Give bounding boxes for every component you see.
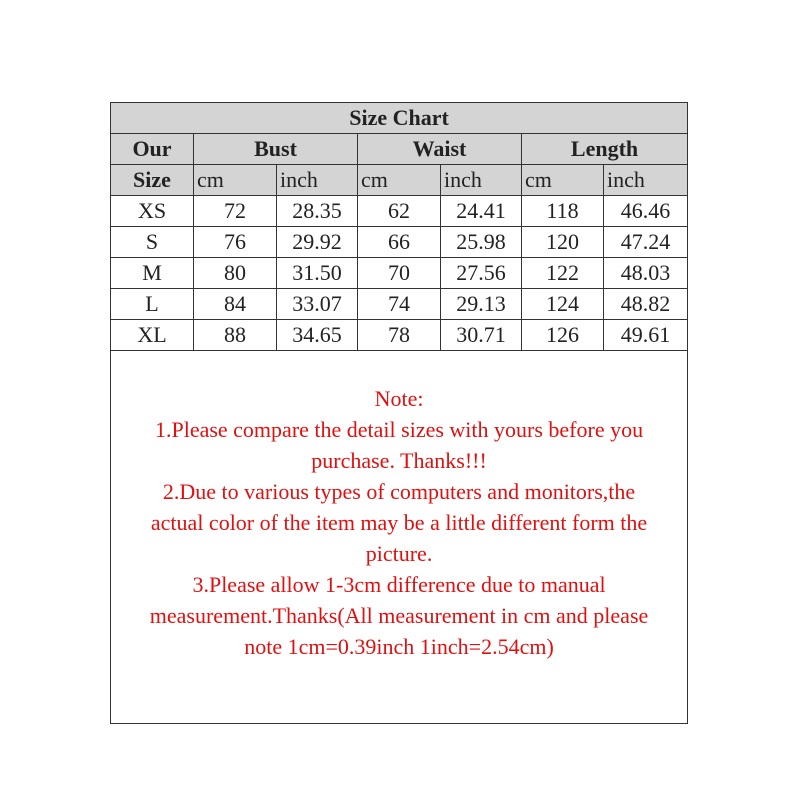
size-cell: XL	[111, 320, 194, 351]
value-cell: 66	[358, 227, 441, 258]
value-cell: 48.03	[604, 258, 688, 289]
unit-header: inch	[604, 165, 688, 196]
note-line: measurement.Thanks(All measurement in cm and please	[149, 603, 649, 628]
value-cell: 25.98	[441, 227, 522, 258]
value-cell: 78	[358, 320, 441, 351]
value-cell: 70	[358, 258, 441, 289]
unit-header: cm	[194, 165, 277, 196]
value-cell: 48.82	[604, 289, 688, 320]
size-chart-table	[110, 102, 688, 724]
note-line: purchase. Thanks!!!	[311, 448, 487, 473]
size-header-line2: Size	[111, 165, 194, 196]
value-cell: 72	[194, 196, 277, 227]
note-heading: Note:	[374, 386, 424, 411]
note-line: 1.Please compare the detail sizes with yours before you	[154, 417, 644, 442]
value-cell: 33.07	[277, 289, 358, 320]
value-cell: 118	[522, 196, 604, 227]
unit-header: inch	[441, 165, 522, 196]
size-cell: XS	[111, 196, 194, 227]
value-cell: 29.13	[441, 289, 522, 320]
value-cell: 46.46	[604, 196, 688, 227]
value-cell: 84	[194, 289, 277, 320]
table-row	[111, 196, 688, 227]
value-cell: 120	[522, 227, 604, 258]
value-cell: 24.41	[441, 196, 522, 227]
value-cell: 28.35	[277, 196, 358, 227]
value-cell: 80	[194, 258, 277, 289]
length-header: Length	[522, 134, 688, 165]
table-row	[111, 227, 688, 258]
size-cell: S	[111, 227, 194, 258]
table-row	[111, 289, 688, 320]
size-cell: L	[111, 289, 194, 320]
waist-header: Waist	[358, 134, 522, 165]
value-cell: 126	[522, 320, 604, 351]
value-cell: 74	[358, 289, 441, 320]
value-cell: 31.50	[277, 258, 358, 289]
unit-header: cm	[522, 165, 604, 196]
value-cell: 88	[194, 320, 277, 351]
note-block	[111, 351, 688, 724]
note-line: picture.	[365, 541, 433, 566]
unit-header: cm	[358, 165, 441, 196]
table-title: Size Chart	[111, 103, 688, 134]
value-cell: 47.24	[604, 227, 688, 258]
size-header-line1: Our	[111, 134, 194, 165]
table-row	[111, 258, 688, 289]
value-cell: 122	[522, 258, 604, 289]
value-cell: 62	[358, 196, 441, 227]
value-cell: 76	[194, 227, 277, 258]
value-cell: 49.61	[604, 320, 688, 351]
value-cell: 27.56	[441, 258, 522, 289]
table-row	[111, 320, 688, 351]
note-line: 2.Due to various types of computers and monitors,the	[162, 479, 636, 504]
value-cell: 34.65	[277, 320, 358, 351]
size-cell: M	[111, 258, 194, 289]
bust-header: Bust	[194, 134, 358, 165]
value-cell: 29.92	[277, 227, 358, 258]
value-cell: 124	[522, 289, 604, 320]
unit-header: inch	[277, 165, 358, 196]
note-line: note 1cm=0.39inch 1inch=2.54cm)	[244, 634, 554, 659]
note-line: 3.Please allow 1-3cm difference due to manual	[192, 572, 606, 597]
value-cell: 30.71	[441, 320, 522, 351]
note-line: actual color of the item may be a little different form the	[150, 510, 648, 535]
